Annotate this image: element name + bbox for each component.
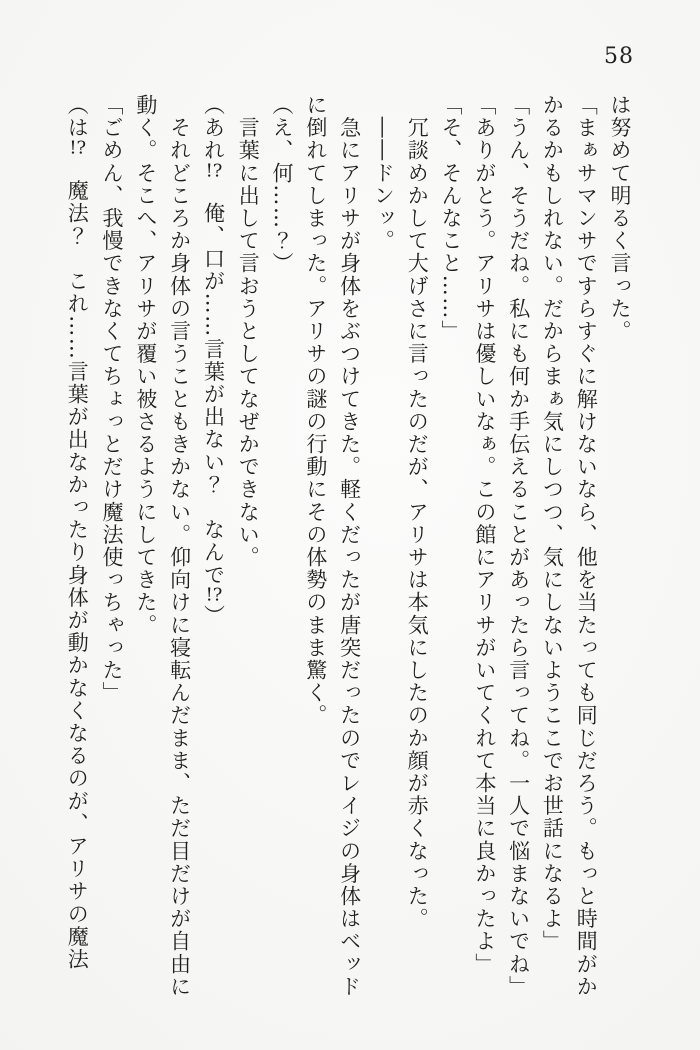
text-line: ――ドンッ。: [371, 94, 396, 253]
text-line: （は!? 魔法？ これ……言葉が出なかったり身体が動かなくなるのが、アリサの魔法: [65, 94, 90, 971]
text-line: かるかもしれない。だからまぁ気にしつつ、気にしないようここでお世話になるよ」: [540, 94, 565, 953]
text-line: 急にアリサが身体をぶつけてきた。軽くだったが唐突だったのでレイジの身体はベッド: [337, 94, 362, 998]
text-line: 冗談めかして大げさに言ったのだが、アリサは本気にしたのか顔が赤くなった。: [405, 94, 430, 931]
page-number: 58: [604, 44, 634, 69]
tatechuyoko-exclamation-question: !?: [205, 586, 223, 605]
text-line: は努めて明るく言った。: [608, 94, 632, 343]
tatechuyoko-exclamation-question: !?: [69, 139, 87, 158]
text-line: （あれ!? 俺、口が……言葉が出ない？ なんで!?）: [201, 94, 226, 627]
tatechuyoko-exclamation-question: !?: [205, 161, 223, 180]
text-line: それどころか身体の言うこともきかない。仰向けに寝転んだまま、ただ目だけが自由に: [167, 94, 192, 998]
text-line: 言葉に出して言おうとしてなぜかできない。: [236, 94, 261, 569]
text-line: 「そ、そんなこと……」: [439, 94, 464, 343]
text-line: （え、何……？）: [270, 94, 295, 275]
text-block: [59, 94, 636, 1019]
text-line: に倒れてしまった。アリサの謎の行動にその体勢のまま驚く。: [303, 94, 328, 727]
text-line: 「まぁサマンサですらすぐに解けないなら、他を当たっても同じだろう。もっと時間がか: [574, 94, 599, 998]
text-line: 「うん、そうだね。私にも何か手伝えることがあったら言ってね。一人で悩まないでね」: [506, 94, 531, 998]
text-line: 「ありがとう。アリサは優しいなぁ。この館にアリサがいてくれて本当に良かったよ」: [472, 94, 497, 976]
text-line: 動く。そこへ、アリサが覆い被さるようにしてきた。: [133, 94, 158, 637]
text-line: 「ごめん、我慢できなくてちょっとだけ魔法使っちゃった」: [100, 94, 125, 705]
